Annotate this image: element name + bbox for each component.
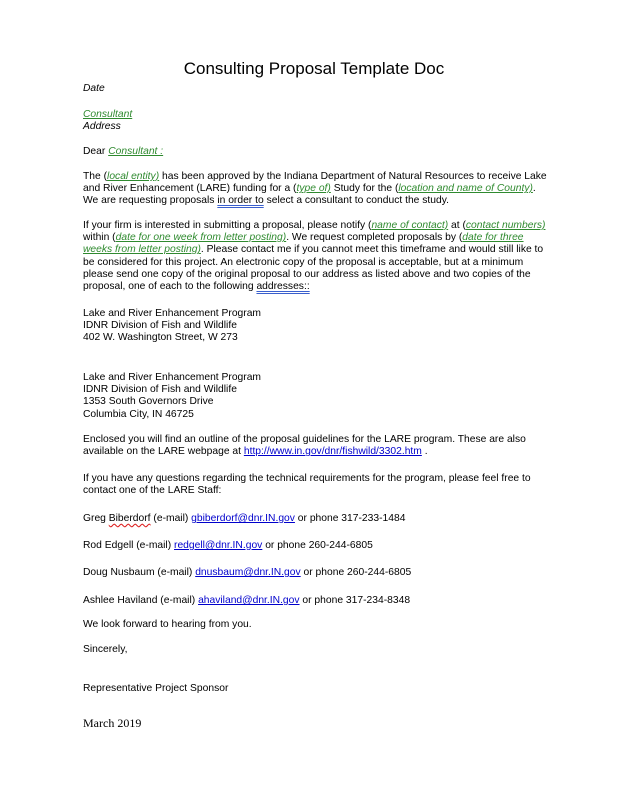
paragraph-guidelines	[83, 434, 553, 458]
address-line: 1353 South Governors Drive	[83, 396, 214, 408]
staff-phone: or phone 317-233-1484	[294, 513, 406, 524]
address-field: Address	[83, 121, 121, 132]
staff-last-name: Nusbaum	[110, 567, 155, 578]
staff-first-name: Rod	[83, 540, 105, 551]
text-run: . Please contact me if you cannot meet this timeframe and would still like to be considered for this project. An electronic copy of the proposal is acceptable, but at a minimum please send one copy of the original proposal to our address as listed above and two copies of the proposal, one of each to the following	[83, 244, 544, 293]
signature-line: Representative Project Sponsor	[83, 683, 229, 694]
staff-phone: or phone 260-244-6805	[262, 540, 373, 551]
text-run: (e-mail)	[154, 567, 196, 578]
email-link[interactable]: dnusbaum@dnr.IN.gov	[195, 567, 301, 578]
text-run: .	[421, 446, 428, 458]
address-block-2	[83, 372, 261, 421]
staff-line-biberdorf	[83, 513, 405, 525]
placeholder-location-county: location and name of County)	[398, 183, 533, 195]
grammar-flag-text: addresses::	[256, 281, 310, 293]
document-title: Consulting Proposal Template Doc	[183, 59, 445, 78]
address-line: IDNR Division of Fish and Wildlife	[83, 320, 237, 332]
consultant-field: Consultant	[83, 109, 133, 120]
closing-sincerely: Sincerely,	[83, 644, 128, 655]
text-run: within (	[83, 232, 116, 244]
staff-phone: or phone 260-244-6805	[300, 567, 412, 578]
date-field: Date	[83, 83, 105, 94]
address-line: Lake and River Enhancement Program	[83, 308, 262, 319]
placeholder-name-of-contact: name of contact)	[371, 220, 449, 231]
staff-first-name: Ashlee	[83, 595, 118, 606]
placeholder-one-week-date: date for one week from letter posting)	[115, 232, 287, 244]
text-run: select a consultant to conduct the study.	[263, 195, 449, 207]
text-run: If your firm is interested in submitting a proposal, please notify (	[83, 220, 372, 231]
text-run: (e-mail)	[150, 513, 192, 524]
address-block-1	[83, 308, 261, 345]
address-line: 402 W. Washington Street, W 273	[83, 332, 238, 344]
text-run: at (	[448, 220, 466, 231]
placeholder-three-weeks-date: date for three weeks from letter posting)	[83, 232, 524, 256]
lare-webpage-link[interactable]: http://www.in.gov/dnr/fishwild/3302.htm	[243, 446, 422, 458]
staff-last-name: Edgell	[104, 540, 134, 551]
placeholder-local-entity: local entity)	[107, 171, 160, 182]
salutation	[83, 146, 163, 158]
text-run: Study for the (	[330, 183, 399, 195]
paragraph-intro	[83, 171, 553, 208]
text-run: (e-mail)	[157, 595, 199, 606]
grammar-flag-text: in order to	[217, 195, 264, 207]
address-line: Lake and River Enhancement Program	[83, 372, 262, 383]
email-link[interactable]: ahaviland@dnr.IN.gov	[198, 595, 300, 606]
text-run: has been approved by the Indiana Department of Natural Resources to receive Lake and River Enhancement (LARE) funding for a (	[83, 171, 547, 195]
footer-date: March 2019	[83, 716, 142, 730]
consultant-placeholder: Consultant :	[108, 146, 164, 157]
address-line: Columbia City, IN 46725	[83, 408, 194, 420]
salutation-prefix: Dear	[83, 146, 109, 157]
text-run: (e-mail)	[133, 540, 175, 551]
text-run: . We request completed proposals by (	[286, 232, 463, 244]
text-run: . We are requesting proposals	[83, 183, 536, 207]
staff-line-nusbaum	[83, 567, 411, 579]
staff-first-name: Doug	[83, 567, 111, 578]
staff-last-name: Haviland	[117, 595, 158, 606]
placeholder-contact-numbers: contact numbers)	[465, 220, 546, 231]
staff-line-edgell	[83, 540, 373, 552]
email-link[interactable]: gbiberdorf@dnr.IN.gov	[191, 513, 295, 524]
staff-line-haviland	[83, 595, 410, 607]
email-link[interactable]: redgell@dnr.IN.gov	[174, 540, 263, 551]
address-line: IDNR Division of Fish and Wildlife	[83, 384, 237, 396]
paragraph-request	[83, 220, 553, 293]
staff-last-name: Biberdorf	[108, 513, 151, 524]
staff-phone: or phone 317-234-8348	[299, 595, 411, 606]
placeholder-type-of: type of)	[296, 183, 331, 195]
paragraph-questions: If you have any questions regarding the technical requirements for the program, please feel free to contact one of the LARE Staff:	[83, 473, 531, 497]
staff-first-name: Greg	[83, 513, 109, 524]
closing-line: We look forward to hearing from you.	[83, 619, 252, 630]
text-run: Enclosed you will find an outline of the proposal guidelines for the LARE program. These are also available on the LARE webpage at	[83, 434, 526, 458]
text-run: The (	[83, 171, 108, 182]
